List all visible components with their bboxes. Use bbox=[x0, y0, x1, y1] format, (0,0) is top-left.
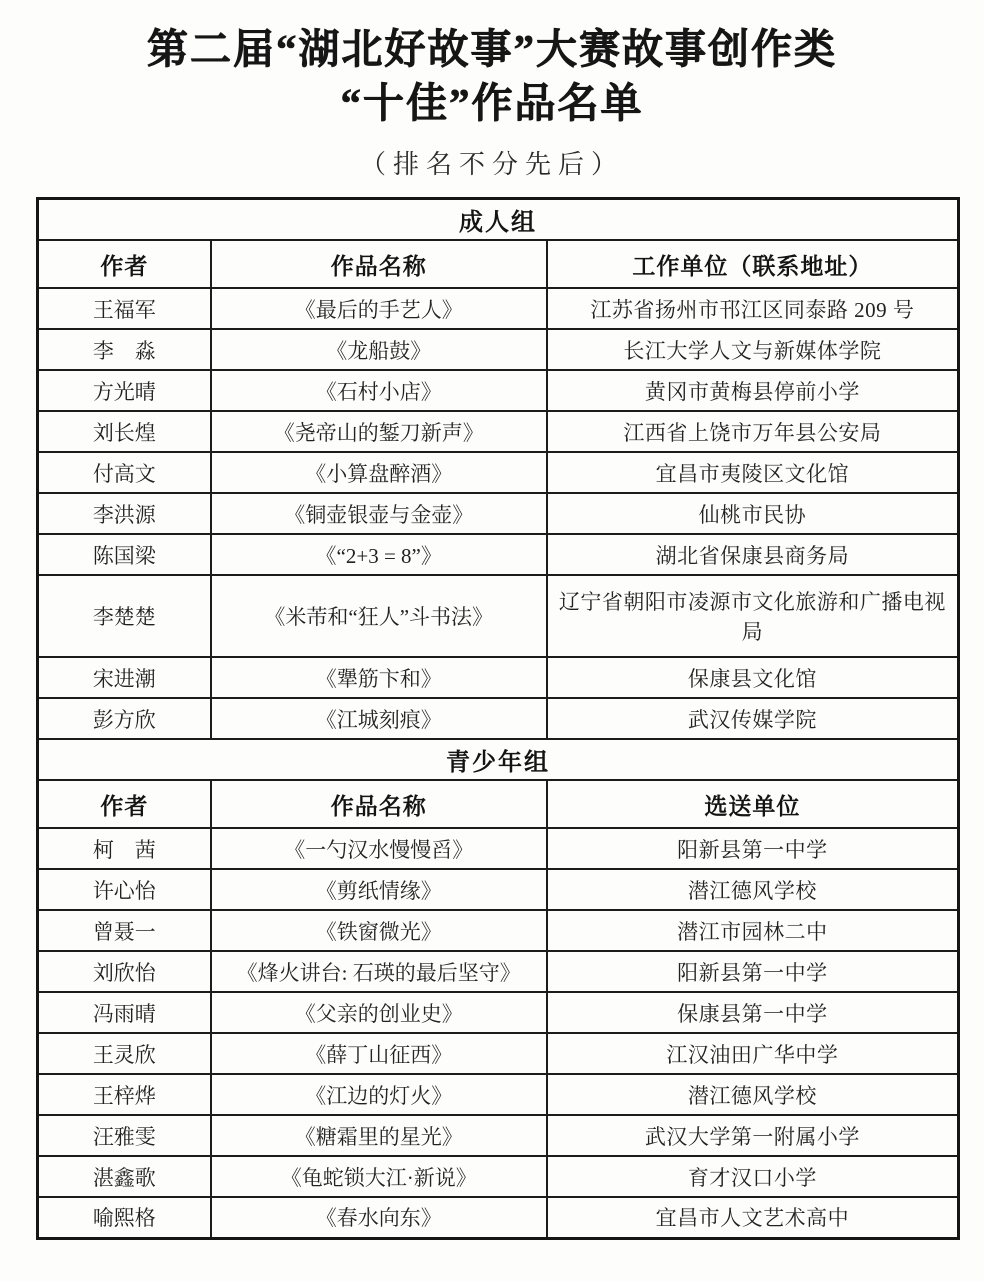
table-row bbox=[38, 698, 959, 739]
org-cell: 宜昌市夷陵区文化馆 bbox=[547, 452, 959, 493]
document-title-line-1: 第二届“湖北好故事”大赛故事创作类 bbox=[147, 26, 837, 72]
work-title-cell: 《铜壶银壶与金壶》 bbox=[211, 493, 547, 534]
column-header-cell: 作者 bbox=[38, 240, 211, 288]
table-row bbox=[38, 1074, 959, 1115]
author-cell: 王梓烨 bbox=[38, 1074, 211, 1115]
work-title-cell: 《米芾和“狂人”斗书法》 bbox=[211, 575, 547, 657]
group-header-row bbox=[38, 199, 959, 241]
table-row bbox=[38, 992, 959, 1033]
author-cell: 陈国梁 bbox=[38, 534, 211, 575]
table-row bbox=[38, 493, 959, 534]
work-title-cell: 《薛丁山征西》 bbox=[211, 1033, 547, 1074]
author-cell: 方光晴 bbox=[38, 370, 211, 411]
author-cell: 王福军 bbox=[38, 288, 211, 329]
table-row bbox=[38, 910, 959, 951]
table-row bbox=[38, 1115, 959, 1156]
author-cell: 刘欣怡 bbox=[38, 951, 211, 992]
column-header-cell: 作者 bbox=[38, 780, 211, 828]
column-header-row bbox=[38, 780, 959, 828]
group-header-label: 青少年组 bbox=[38, 739, 959, 780]
column-header-cell: 选送单位 bbox=[547, 780, 959, 828]
table-row bbox=[38, 1033, 959, 1074]
table-row bbox=[38, 288, 959, 329]
author-cell: 李 淼 bbox=[38, 329, 211, 370]
work-title-cell: 《父亲的创业史》 bbox=[211, 992, 547, 1033]
table-row bbox=[38, 370, 959, 411]
work-title-cell: 《江城刻痕》 bbox=[211, 698, 547, 739]
author-cell: 喻熙格 bbox=[38, 1197, 211, 1238]
group-header-row bbox=[38, 739, 959, 780]
org-cell: 阳新县第一中学 bbox=[547, 951, 959, 992]
org-cell: 保康县文化馆 bbox=[547, 657, 959, 698]
work-title-cell: 《石村小店》 bbox=[211, 370, 547, 411]
work-title-cell: 《龟蛇锁大江·新说》 bbox=[211, 1156, 547, 1197]
column-header-row bbox=[38, 240, 959, 288]
work-title-cell: 《最后的手艺人》 bbox=[211, 288, 547, 329]
table-row bbox=[38, 1197, 959, 1238]
table-row bbox=[38, 951, 959, 992]
table-row bbox=[38, 828, 959, 869]
org-cell: 潜江德风学校 bbox=[547, 1074, 959, 1115]
org-cell: 长江大学人文与新媒体学院 bbox=[547, 329, 959, 370]
table-row bbox=[38, 869, 959, 910]
author-cell: 曾聂一 bbox=[38, 910, 211, 951]
author-cell: 付高文 bbox=[38, 452, 211, 493]
org-cell: 武汉大学第一附属小学 bbox=[547, 1115, 959, 1156]
org-cell: 保康县第一中学 bbox=[547, 992, 959, 1033]
work-title-cell: 《江边的灯火》 bbox=[211, 1074, 547, 1115]
table-row bbox=[38, 1156, 959, 1197]
org-cell: 育才汉口小学 bbox=[547, 1156, 959, 1197]
work-title-cell: 《尧帝山的錾刀新声》 bbox=[211, 411, 547, 452]
org-cell: 阳新县第一中学 bbox=[547, 828, 959, 869]
work-title-cell: 《烽火讲台: 石瑛的最后坚守》 bbox=[211, 951, 547, 992]
work-title-cell: 《犟筋卞和》 bbox=[211, 657, 547, 698]
work-title-cell: 《一勺汉水慢慢舀》 bbox=[211, 828, 547, 869]
org-cell: 宜昌市人文艺术高中 bbox=[547, 1197, 959, 1238]
work-title-cell: 《铁窗微光》 bbox=[211, 910, 547, 951]
table-row bbox=[38, 411, 959, 452]
org-cell: 黄冈市黄梅县停前小学 bbox=[547, 370, 959, 411]
document-subtitle: （排名不分先后） bbox=[359, 150, 624, 180]
work-title-cell: 《小算盘醉酒》 bbox=[211, 452, 547, 493]
org-cell: 江汉油田广华中学 bbox=[547, 1033, 959, 1074]
author-cell: 冯雨晴 bbox=[38, 992, 211, 1033]
work-title-cell: 《春水向东》 bbox=[211, 1197, 547, 1238]
document-header bbox=[0, 0, 984, 181]
org-cell: 武汉传媒学院 bbox=[547, 698, 959, 739]
org-cell: 潜江市园林二中 bbox=[547, 910, 959, 951]
work-title-cell: 《剪纸情缘》 bbox=[211, 869, 547, 910]
document-title-line-2: “十佳”作品名单 bbox=[340, 80, 644, 127]
org-cell: 潜江德风学校 bbox=[547, 869, 959, 910]
column-header-cell: 作品名称 bbox=[211, 240, 547, 288]
table-row bbox=[38, 657, 959, 698]
org-cell: 辽宁省朝阳市凌源市文化旅游和广播电视局 bbox=[547, 575, 959, 657]
awards-table bbox=[36, 197, 960, 1240]
work-title-cell: 《龙船鼓》 bbox=[211, 329, 547, 370]
author-cell: 李楚楚 bbox=[38, 575, 211, 657]
table-row bbox=[38, 575, 959, 657]
author-cell: 王灵欣 bbox=[38, 1033, 211, 1074]
table-row bbox=[38, 452, 959, 493]
group-header-label: 成人组 bbox=[38, 199, 959, 241]
table-row bbox=[38, 534, 959, 575]
work-title-cell: 《“2+3 = 8”》 bbox=[211, 534, 547, 575]
org-cell: 江西省上饶市万年县公安局 bbox=[547, 411, 959, 452]
table-row bbox=[38, 329, 959, 370]
author-cell: 湛鑫歌 bbox=[38, 1156, 211, 1197]
author-cell: 汪雅雯 bbox=[38, 1115, 211, 1156]
column-header-cell: 作品名称 bbox=[211, 780, 547, 828]
work-title-cell: 《糖霜里的星光》 bbox=[211, 1115, 547, 1156]
author-cell: 刘长煌 bbox=[38, 411, 211, 452]
org-cell: 仙桃市民协 bbox=[547, 493, 959, 534]
author-cell: 李洪源 bbox=[38, 493, 211, 534]
column-header-cell: 工作单位（联系地址） bbox=[547, 240, 959, 288]
awards-table-body bbox=[38, 199, 959, 1239]
author-cell: 宋进潮 bbox=[38, 657, 211, 698]
author-cell: 许心怡 bbox=[38, 869, 211, 910]
org-cell: 江苏省扬州市邗江区同泰路 209 号 bbox=[547, 288, 959, 329]
author-cell: 彭方欣 bbox=[38, 698, 211, 739]
author-cell: 柯 茜 bbox=[38, 828, 211, 869]
org-cell: 湖北省保康县商务局 bbox=[547, 534, 959, 575]
